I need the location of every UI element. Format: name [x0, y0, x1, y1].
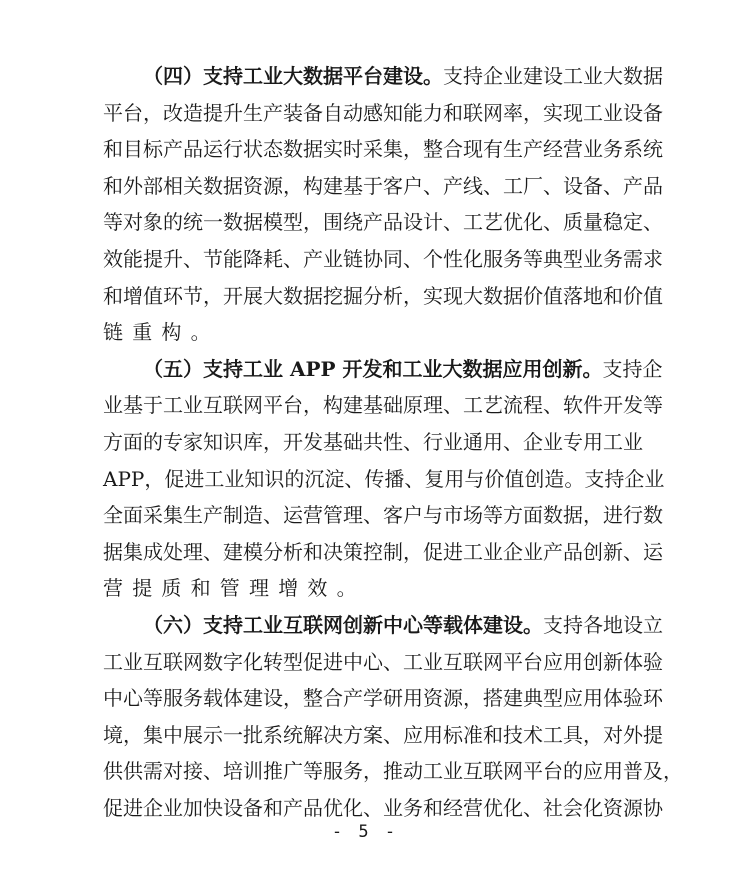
paragraph-line: 链重构。: [103, 320, 220, 345]
paragraph-line: 和外部相关数据资源，构建基于客户、产线、工厂、设备、产品: [103, 173, 663, 198]
paragraph-line: 平台，改造提升生产装备自动感知能力和联网率，实现工业设备: [103, 100, 663, 125]
paragraph-4: [103, 58, 663, 351]
paragraph-text: 支持各地设立: [543, 612, 663, 637]
paragraph-line: 和增值环节，开展大数据挖掘分析，实现大数据价值落地和价值: [103, 283, 663, 308]
paragraph-line: 促进企业加快设备和产品优化、业务和经营优化、社会化资源协: [103, 795, 663, 820]
paragraph-text: 支持企: [602, 356, 663, 381]
section-heading: （五）支持工业 APP 开发和工业大数据应用创新。: [143, 356, 603, 381]
paragraph-line: 据集成处理、建模分析和决策控制，促进工业企业产品创新、运: [103, 539, 663, 564]
paragraph-line: 等对象的统一数据模型，围绕产品设计、工艺优化、质量稳定、: [103, 210, 663, 235]
paragraph-line: 效能提升、节能降耗、产业链协同、个性化服务等典型业务需求: [103, 246, 663, 271]
paragraph-line: 全面采集生产制造、运营管理、客户与市场等方面数据，进行数: [103, 503, 663, 528]
paragraph-line: 营提质和管理增效。: [103, 576, 366, 601]
paragraph-line: 中心等服务载体建设，整合产学研用资源，搭建典型应用体验环: [103, 686, 663, 711]
paragraph-line: 方面的专家知识库，开发基础共性、行业通用、企业专用工业: [103, 429, 643, 454]
paragraph-line: [103, 607, 663, 644]
paragraph-line: 工业互联网数字化转型促进中心、工业互联网平台应用创新体验: [103, 649, 663, 674]
section-heading: （四）支持工业大数据平台建设。: [143, 64, 443, 88]
paragraph-line: 和目标产品运行状态数据实时采集，整合现有生产经营业务系统: [103, 137, 663, 162]
paragraph-line: APP，促进工业知识的沉淀、传播、复用与价值创造。支持企业: [103, 466, 665, 491]
paragraph-6: [103, 607, 683, 827]
paragraph-line: 境，集中展示一批系统解决方案、应用标准和技术工具，对外提: [103, 722, 663, 747]
document-page: [103, 58, 683, 826]
paragraph-line: [103, 351, 663, 388]
paragraph-line: 业基于工业互联网平台，构建基础原理、工艺流程、软件开发等: [103, 393, 663, 418]
section-heading: （六）支持工业互联网创新中心等载体建设。: [143, 612, 543, 637]
paragraph-5: [103, 351, 665, 607]
page-number: - 5 -: [331, 822, 399, 842]
paragraph-text: 支持企业建设工业大数据: [443, 64, 663, 88]
paragraph-line: 供供需对接、培训推广等服务，推动工业互联网平台的应用普及，: [103, 759, 683, 784]
paragraph-line: [103, 58, 663, 95]
